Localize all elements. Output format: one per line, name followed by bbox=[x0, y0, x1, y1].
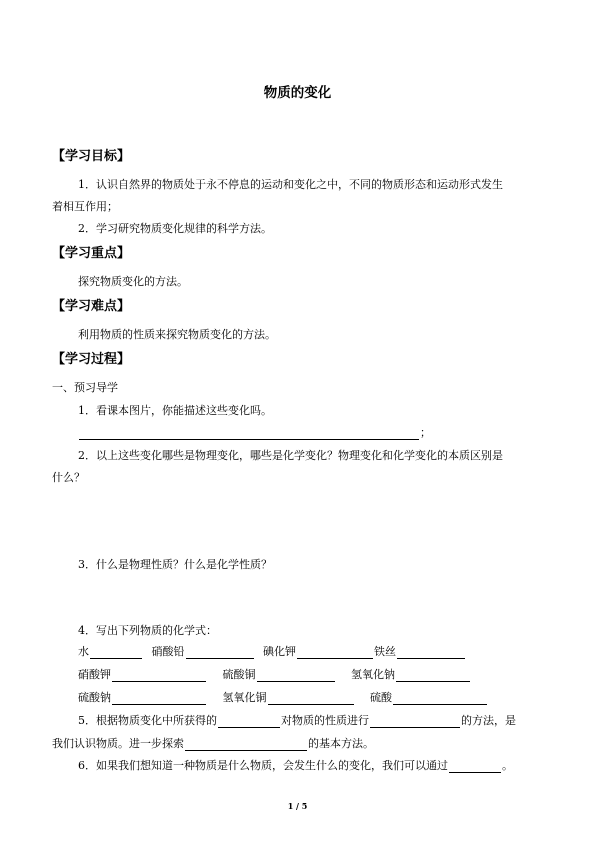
question-2-line-1: 2．以上这些变化哪些是物理变化，哪些是化学变化？物理变化和化学变化的本质区别是 bbox=[78, 449, 503, 462]
heading-key-points: 【学习重点】 bbox=[52, 246, 131, 261]
question-1: 1．看课本图片，你能描述这些变化吗。 bbox=[78, 404, 272, 417]
heading-process: 【学习过程】 bbox=[52, 352, 131, 367]
formula-row-1: 水 硝酸铅 碘化钾 铁丝 bbox=[78, 643, 466, 659]
formula-row-3: 硫酸钠 氢氧化铜 硫酸 bbox=[78, 689, 488, 705]
difficulty: 利用物质的性质来探究物质变化的方法。 bbox=[78, 328, 276, 341]
heading-difficulties: 【学习难点】 bbox=[52, 299, 131, 314]
question-6: 6．如果我们想知道一种物质是什么物质，会发生什么的变化，我们可以通过 。 bbox=[78, 759, 513, 772]
question-5-line-2: 我们认识物质。进一步探索 的基本方法。 bbox=[52, 737, 374, 750]
question-4: 4．写出下列物质的化学式： bbox=[78, 624, 217, 637]
goal-1-line-1: 1．认识自然界的物质处于永不停息的运动和变化之中，不同的物质形态和运动形式发生 bbox=[78, 178, 503, 191]
section-preview: 一、预习导学 bbox=[52, 381, 118, 394]
page-title: 物质的变化 bbox=[263, 85, 332, 101]
page-number: 1 / 5 bbox=[287, 801, 308, 811]
goal-2: 2．学习研究物质变化规律的科学方法。 bbox=[78, 222, 272, 235]
question-3: 3．什么是物理性质？什么是化学性质？ bbox=[78, 558, 272, 571]
question-1-answer-line: ； bbox=[78, 424, 431, 440]
question-2-line-2: 什么？ bbox=[52, 471, 85, 484]
key-point: 探究物质变化的方法。 bbox=[78, 275, 188, 288]
heading-learning-goals: 【学习目标】 bbox=[52, 149, 131, 164]
answer-blank[interactable] bbox=[79, 427, 419, 440]
formula-row-2: 硝酸钾 硫酸铜 氢氧化钠 bbox=[78, 666, 471, 682]
question-5-line-1: 5．根据物质变化中所获得的 对物质的性质进行 的方法，是 bbox=[78, 714, 516, 727]
goal-1-line-2: 着相互作用； bbox=[52, 200, 118, 213]
